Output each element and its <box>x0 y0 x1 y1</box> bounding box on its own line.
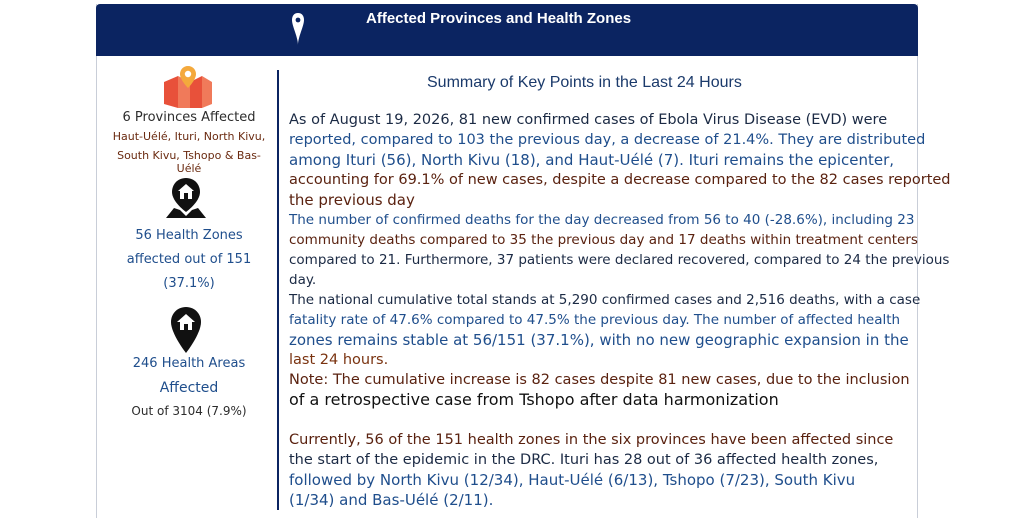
p1-line: accounting for 69.1% of new cases, despite a decrease compared to the 82 cases reported <box>289 172 951 188</box>
home-pin-icon <box>170 306 202 358</box>
p3-line: last 24 hours. <box>289 352 389 368</box>
p1-line: among Ituri (56), North Kivu (18), and Haut-Uélé (7). Ituri remains the epicenter, <box>289 151 895 169</box>
p3-line: The national cumulative total stands at 5,290 confirmed cases and 2,516 deaths, with a case <box>289 292 921 308</box>
p5-line: the start of the epidemic in the DRC. Ituri has 28 out of 36 affected health zones, <box>289 452 879 468</box>
p5-line: Currently, 56 of the 151 health zones in the six provinces have been affected since <box>289 432 894 448</box>
p5-line: followed by North Kivu (12/34), Haut-Uélé (6/13), Tshopo (7/23), South Kivu <box>289 471 856 489</box>
p2-line: The number of confirmed deaths for the day decreased from 56 to 40 (-28.6%), including 23 <box>289 212 915 228</box>
zones-line1: 56 Health Zones <box>135 228 243 243</box>
house-location-icon <box>164 176 208 224</box>
paragraph-health-zones <box>289 430 901 510</box>
areas-line1: 246 Health Areas <box>132 356 246 371</box>
zones-line2: affected out of 151 <box>126 252 252 267</box>
header-title: Affected Provinces and Health Zones <box>366 10 632 27</box>
areas-line2: Affected <box>159 380 219 396</box>
paragraph-deaths <box>289 210 950 290</box>
location-pin-icon <box>291 12 305 50</box>
vertical-divider <box>277 70 279 510</box>
p3-line: fatality rate of 47.6% compared to 47.5% the previous day. The number of affected health <box>289 312 901 328</box>
summary-title: Summary of Key Points in the Last 24 Hours <box>427 74 742 91</box>
p4-line: Note: The cumulative increase is 82 cases despite 81 new cases, due to the inclusion <box>289 372 910 388</box>
p1-line: the previous day <box>289 191 415 209</box>
p2-line: compared to 21. Furthermore, 37 patients were declared recovered, compared to 24 the previous <box>289 252 950 268</box>
header-bar <box>96 4 918 56</box>
provinces-list-line1: Haut-Uélé, Ituri, North Kivu, <box>112 130 266 143</box>
paragraph-new-cases <box>289 110 951 210</box>
paragraph-note <box>289 370 910 410</box>
zones-line3: (37.1%) <box>163 276 215 291</box>
provinces-label: 6 Provinces Affected <box>122 110 256 125</box>
p2-line: day. <box>289 272 317 288</box>
folded-map-icon <box>162 64 214 114</box>
areas-line3: Out of 3104 (7.9%) <box>131 404 247 418</box>
p5-line: (1/34) and Bas-Uélé (2/11). <box>289 491 494 509</box>
provinces-list-line2: South Kivu, Tshopo & Bas-Uélé <box>117 149 261 175</box>
p3-line: zones remains stable at 56/151 (37.1%), with no new geographic expansion in the <box>289 331 909 349</box>
paragraph-cumulative <box>289 290 921 370</box>
p4-line: of a retrospective case from Tshopo after data harmonization <box>289 390 779 409</box>
p2-line: community deaths compared to 35 the previous day and 17 deaths within treatment centers <box>289 232 918 248</box>
p1-line: As of August 19, 2026, 81 new confirmed cases of Ebola Virus Disease (EVD) were <box>289 112 888 128</box>
p1-line: reported, compared to 103 the previous day, a decrease of 21.4%. They are distributed <box>289 132 926 148</box>
